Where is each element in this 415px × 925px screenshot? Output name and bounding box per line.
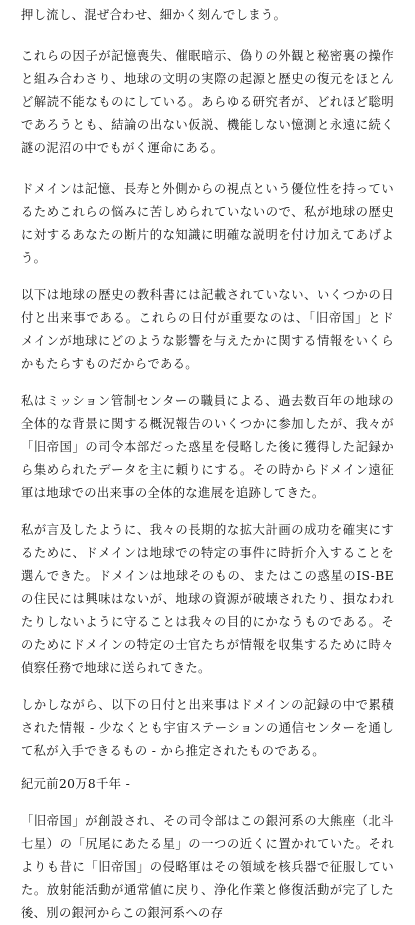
paragraph-5: 私はミッション管制センターの職員による、過去数百年の地球の全体的な背景に関する概況報告のいくつかに参加したが、我々が「旧帝国」の司令本部だった惑星を侵略した後に獲得した記録から集められたデータを主に頼りにする。その時からドメイン遠征軍は地球での出来事の全体的な進展を追跡してきた。 bbox=[21, 394, 394, 500]
paragraph-2: これらの因子が記憶喪失、催眠暗示、偽りの外観と秘密裏の操作と組み合わさり、地球の文明の実際の起源と歴史の復元をほとんど解読不能なものにしている。あらゆる研究者が、どれほど聡明であろうとも、結論の出ない仮説、機能しない憶測と永遠に続く謎の泥沼の中でもがく運命にある。 bbox=[21, 49, 394, 155]
paragraph-1: 押し流し、混ぜ合わせ、細かく刻んでしまう。 bbox=[21, 8, 287, 22]
paragraph-8: 「旧帝国」が創設され、その司令部はこの銀河系の大熊座（北斗七星）の「尻尾にあたる星」の一つの近くに置かれていた。それよりも昔に「旧帝国」の侵略軍はその領域を核兵器で征服していた。放射能活動が通常値に戻り、浄化作業と修復活動が完了した後、別の銀河からこの銀河系への存 bbox=[21, 814, 394, 920]
paragraph-6: 私が言及したように、我々の長期的な拡大計画の成功を確実にするために、ドメインは地球での特定の事件に時折介入することを選んできた。ドメインは地球そのもの、またはこの惑星のIS-BEの住民には興味はないが、地球の資源が破壊されたり、損なわれたりしないように守ることは我々の目的にかなうものである。そのためにドメインの特定の士官たちが情報を収集するために時々偵察任務で地球に送られてきた。 bbox=[21, 523, 394, 675]
paragraph-3: ドメインは記憶、長寿と外側からの視点という優位性を持っているためこれらの悩みに苦しめられていないので、私が地球の歴史に対するあなたの断片的な知識に明確な説明を付け加えてあげよう。 bbox=[21, 182, 394, 265]
date-heading: 紀元前20万8千年 - bbox=[21, 777, 131, 791]
paragraph-4: 以下は地球の歴史の教科書には記載されていない、いくつかの日付と出来事である。これらの日付が重要なのは、「旧帝国」とドメインが地球にどのような影響を与えたかに関する情報をいくらかもたらすものだからである。 bbox=[21, 288, 394, 371]
paragraph-7: しかしながら、以下の日付と出来事はドメインの記録の中で累積された情報 - 少なくとも宇宙ステーションの通信センターを通して私が入手できるもの - から推定されたものである。 bbox=[21, 698, 394, 758]
